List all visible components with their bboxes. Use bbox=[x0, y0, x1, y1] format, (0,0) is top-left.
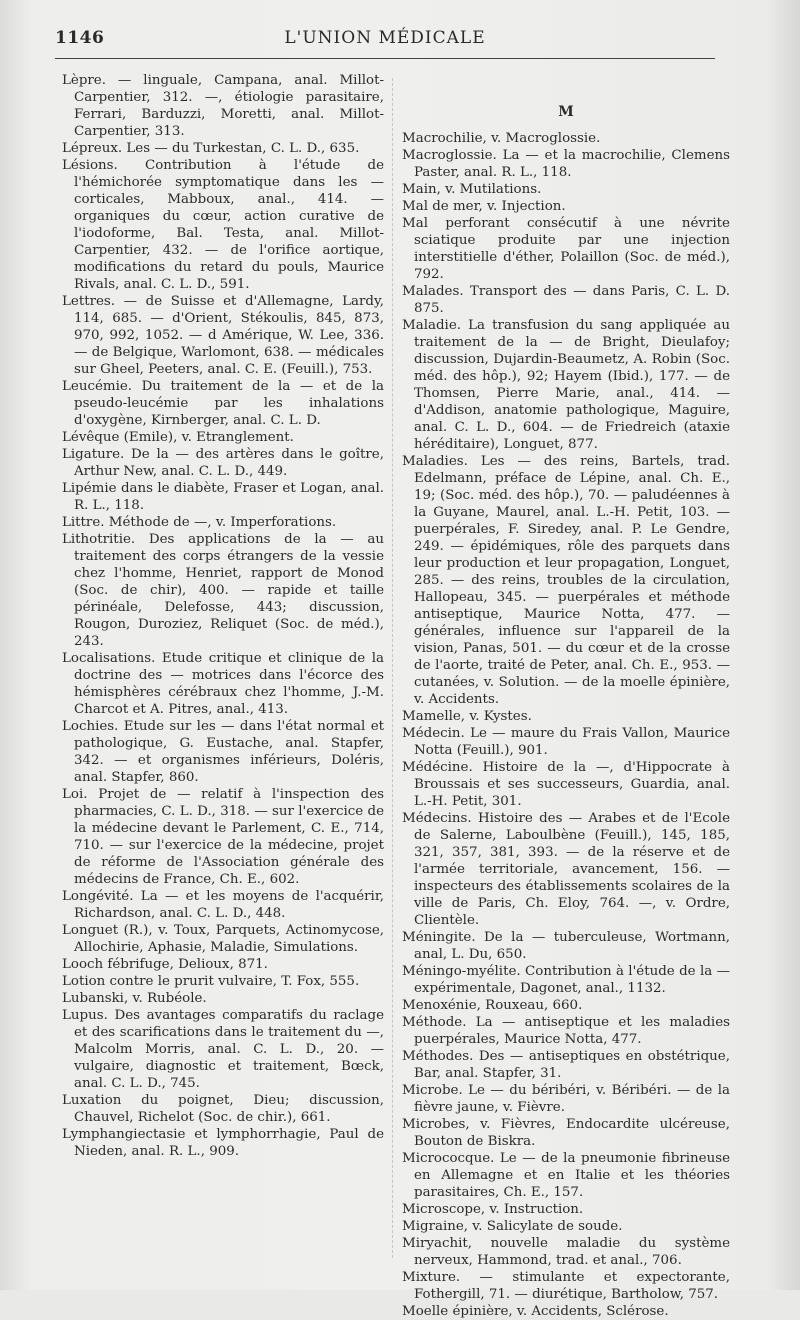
index-entry: Mal perforant consécutif à une névrite sciatique produite par une injection interstitielle d'éther, Polaillon (Soc. de méd.), 792. bbox=[402, 216, 730, 282]
column-divider bbox=[392, 78, 393, 1258]
index-entry: Lymphangiectasie et lymphorrhagie, Paul de Nieden, anal. R. L., 909. bbox=[62, 1127, 384, 1159]
index-entry: Microbe. Le — du béribéri, v. Béribéri. — de la fièvre jaune, v. Fièvre. bbox=[402, 1083, 730, 1115]
index-entry: Lotion contre le prurit vulvaire, T. Fox, 555. bbox=[62, 974, 360, 989]
index-entry: Littre. Méthode de —, v. Imperforations. bbox=[62, 515, 337, 530]
index-entry: Lépreux. Les — du Turkestan, C. L. D., 635. bbox=[62, 141, 360, 156]
index-entry: Mal de mer, v. Injection. bbox=[402, 199, 566, 214]
index-entry: Méthodes. Des — antiseptiques en obstétrique, Bar, anal. Stapfer, 31. bbox=[402, 1049, 730, 1081]
index-entry: Main, v. Mutilations. bbox=[402, 182, 542, 197]
index-entry: Lévêque (Emile), v. Etranglement. bbox=[62, 430, 294, 445]
index-entry: Looch fébrifuge, Delioux, 871. bbox=[62, 957, 268, 972]
index-entry: Malades. Transport des — dans Paris, C. L. D. 875. bbox=[402, 284, 730, 316]
index-entry: Microscope, v. Instruction. bbox=[402, 1202, 584, 1217]
index-entry: Moelle épinière, v. Accidents, Sclérose. bbox=[402, 1304, 669, 1319]
index-entry: Leucémie. Du traitement de la — et de la pseudo-leucémie par les inhalations d'oxygène, Kirnberger, anal. C. L. D. bbox=[62, 379, 384, 428]
index-entry: Lubanski, v. Rubéole. bbox=[62, 991, 207, 1006]
index-entry: Luxation du poignet, Dieu; discussion, Chauvel, Richelot (Soc. de chir.), 661. bbox=[62, 1093, 384, 1125]
index-entry: Migraine, v. Salicylate de soude. bbox=[402, 1219, 623, 1234]
page-number: 1146 bbox=[55, 28, 105, 48]
index-entry: Lupus. Des avantages comparatifs du raclage et des scarifications dans le traitement du —, Malcolm Morris, anal. C. L. D., 20. — vulgaire, diagnostic et traitement, Bœck, anal. C. L. D., 745. bbox=[62, 1008, 384, 1091]
index-entry: Lésions. Contribution à l'étude de l'hémichorée symptomatique dans les — corticales, Mabboux, anal., 414. — organiques du cœur, action curative de l'iodoforme, Bal. Testa, anal. Millot-Carpentier, 432. — de l'orifice aortique, modifications du retard du pouls, Maurice Rivals, anal. C. L. D., 591. bbox=[62, 158, 384, 292]
index-entry: Méningo-myélite. Contribution à l'étude de la — expérimentale, Dagonet, anal., 1132. bbox=[402, 964, 730, 996]
index-entry: Lettres. — de Suisse et d'Allemagne, Lardy, 114, 685. — d'Orient, Stékoulis, 845, 873, 970, 992, 1052. — d Amérique, W. Lee, 336. — de Belgique, Warlomont, 638. — médicales sur Gheel, Peeters, anal. C. E. (Feuill.), 753. bbox=[62, 294, 384, 377]
running-title: L'UNION MÉDICALE bbox=[284, 28, 486, 48]
index-entry: Maladies. Les — des reins, Bartels, trad. Edelmann, préface de Lépine, anal. Ch. E., 19; (Soc. méd. des hôp.), 70. — paludéennes à la Guyane, Maurel, anal. L.-H. Petit, 103. — puerpérales, F. Siredey, anal. P. Le Gendre, 249. — épidémiques, rôle des parquets dans leur production et leur propagation, Longuet, 285. — des reins, troubles de la circulation, Hallopeau, 345. — puerpérales et méthode antiseptique, Maurice Notta, 477. — générales, influence sur l'appareil de la vision, Panas, 501. — du cœur et de la crosse de l'aorte, traité de Peter, anal. Ch. E., 953. — cutanées, v. Solution. — de la moelle épinière, v. Accidents. bbox=[402, 454, 730, 707]
index-entry: Menoxénie, Rouxeau, 660. bbox=[402, 998, 583, 1013]
index-entry: Lipémie dans le diabète, Fraser et Logan, anal. R. L., 118. bbox=[62, 481, 384, 513]
index-entry: Maladie. La transfusion du sang appliquée au traitement de la — de Bright, Dieulafoy; discussion, Dujardin-Beaumetz, A. Robin (Soc. méd. des hôp.), 92; Hayem (Ibid.), 177. — de Thomsen, Pierre Marie, anal., 414. — d'Addison, anatomie pathologique, Maguire, anal. C. L. D., 604. — de Friedreich (ataxie héréditaire), Longuet, 877. bbox=[402, 318, 730, 452]
index-entry: Longévité. La — et les moyens de l'acquérir, Richardson, anal. C. L. D., 448. bbox=[62, 889, 384, 921]
index-entry: Méningite. De la — tuberculeuse, Wortmann, anal, L. Du, 650. bbox=[402, 930, 730, 962]
index-entry: Macroglossie. La — et la macrochilie, Clemens Paster, anal. R. L., 118. bbox=[402, 148, 730, 180]
index-entry: Médecin. Le — maure du Frais Vallon, Maurice Notta (Feuill.), 901. bbox=[402, 726, 730, 758]
index-entry: Médécine. Histoire de la —, d'Hippocrate à Broussais et ses successeurs, Guardia, anal. L.-H. Petit, 301. bbox=[402, 760, 730, 809]
left-index-column bbox=[62, 72, 384, 1160]
index-entry: Longuet (R.), v. Toux, Parquets, Actinomycose, Allochirie, Aphasie, Maladie, Simulations. bbox=[62, 923, 384, 955]
section-letter: M bbox=[558, 104, 574, 120]
index-entry: Miryachit, nouvelle maladie du système nerveux, Hammond, trad. et anal., 706. bbox=[402, 1236, 730, 1268]
index-entry: Ligature. De la — des artères dans le goître, Arthur New, anal. C. L. D., 449. bbox=[62, 447, 384, 479]
index-entry: Micrococque. Le — de la pneumonie fibrineuse en Allemagne et en Italie et les théories parasitaires, Ch. E., 157. bbox=[402, 1151, 730, 1200]
page-header bbox=[55, 26, 715, 56]
index-entry: Localisations. Etude critique et clinique de la doctrine des — motrices dans l'écorce des hémisphères cérébraux chez l'homme, J.-M. Charcot et A. Pitres, anal., 413. bbox=[62, 651, 384, 717]
index-entry: Lithotritie. Des applications de la — au traitement des corps étrangers de la vessie chez l'homme, Henriet, rapport de Monod (Soc. de chir), 400. — rapide et taille périnéale, Delefosse, 443; discussion, Rougon, Duroziez, Reliquet (Soc. de méd.), 243. bbox=[62, 532, 384, 649]
index-entry: Mixture. — stimulante et expectorante, Fothergill, 71. — diurétique, Bartholow, 757. bbox=[402, 1270, 730, 1302]
index-entry: Médecins. Histoire des — Arabes et de l'Ecole de Salerne, Laboulbène (Feuill.), 145, 185, 321, 357, 381, 393. — de la réserve et de l'armée territoriale, avancement, 156. — inspecteurs des établissements scolaires de la ville de Paris, Ch. Eloy, 764. —, v. Ordre, Clientèle. bbox=[402, 811, 730, 928]
index-entry: Loi. Projet de — relatif à l'inspection des pharmacies, C. L. D., 318. — sur l'exercice de la médecine devant le Parlement, C. E., 714, 710. — sur l'exercice de la médecine, projet de réforme de l'Association générale des médecins de France, Ch. E., 602. bbox=[62, 787, 384, 887]
index-entry: Mamelle, v. Kystes. bbox=[402, 709, 532, 724]
right-index-column bbox=[402, 130, 730, 1320]
index-entry: Lèpre. — linguale, Campana, anal. Millot-Carpentier, 312. —, étiologie parasitaire, Ferrari, Barduzzi, Moretti, anal. Millot-Carpentier, 313. bbox=[62, 73, 384, 139]
index-entry: Lochies. Etude sur les — dans l'état normal et pathologique, G. Eustache, anal. Stapfer, 342. — et organismes inférieurs, Doléris, anal. Stapfer, 860. bbox=[62, 719, 384, 785]
index-entry: Microbes, v. Fièvres, Endocardite ulcéreuse, Bouton de Biskra. bbox=[402, 1117, 730, 1149]
header-rule bbox=[55, 58, 715, 59]
index-entry: Macrochilie, v. Macroglossie. bbox=[402, 131, 601, 146]
index-entry: Méthode. La — antiseptique et les maladies puerpérales, Maurice Notta, 477. bbox=[402, 1015, 730, 1047]
